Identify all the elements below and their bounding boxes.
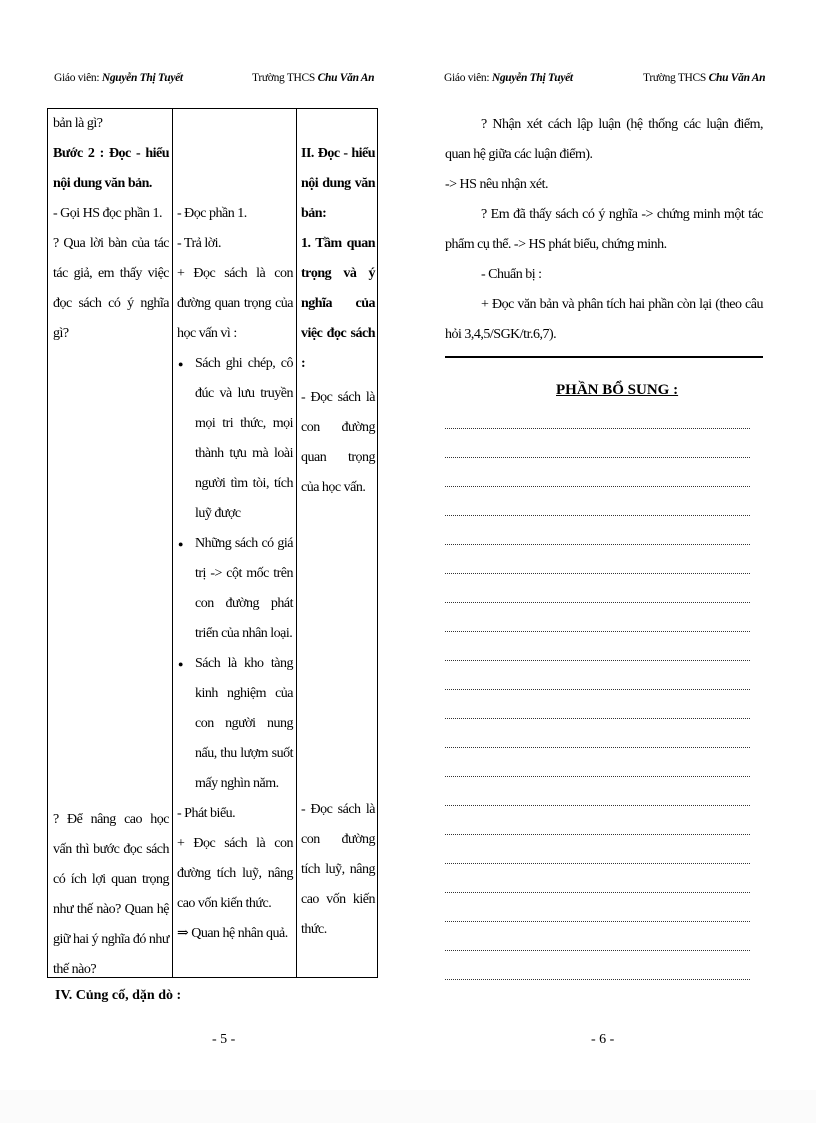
- cell-text: + Đọc sách là con đường quan trọng của học vấn vì :: [177, 266, 293, 341]
- paragraph: -> HS nêu nhận xét.: [445, 177, 548, 192]
- page-number: - 6 -: [591, 1032, 615, 1047]
- question-text: ? Qua lời bàn của tác tác giả, em thấy việc đọc sách có ý nghĩa gì?: [53, 236, 169, 341]
- content-point: - Đọc sách là con đường quan trọng của học vấn.: [301, 390, 375, 495]
- dotted-line: [445, 805, 750, 806]
- dotted-line: [445, 950, 750, 951]
- dotted-line: [445, 921, 750, 922]
- section-footer: IV. Củng cố, dặn dò :: [55, 988, 182, 1003]
- cell-text: - Đọc phần 1.: [177, 206, 247, 221]
- column-divider: [172, 109, 173, 977]
- paragraph: ? Em đã thấy sách có ý nghĩa -> chứng minh một tác phẩm cụ thể. -> HS phát biểu, chứng minh.: [445, 207, 763, 252]
- dotted-line: [445, 747, 750, 748]
- teacher-label: Giáo viên:: [54, 72, 100, 84]
- content-point: - Đọc sách là con đường tích luỹ, nâng cao vốn kiến thức.: [301, 802, 375, 937]
- paragraph: - Chuẩn bị :: [481, 267, 542, 282]
- section-heading: II. Đọc - hiểu nội dung văn bản:: [301, 146, 375, 221]
- lesson-table: [47, 108, 378, 978]
- question-text: ? Để nâng cao học vấn thì bước đọc sách có ích lợi quan trọng như thế nào? Quan hệ giữ hai ý nghĩa đó như thế nào?: [53, 812, 169, 977]
- list-item: ● Những sách có giá trị -> cột mốc trên con đường phát triển của nhân loại.: [195, 529, 293, 649]
- dotted-line: [445, 428, 750, 429]
- left-header-teacher: [54, 72, 183, 84]
- cell-text: - Trả lời.: [177, 236, 222, 251]
- cell-text: - Gọi HS đọc phần 1.: [53, 206, 162, 221]
- teacher-activity-column-lower: [53, 805, 169, 985]
- dotted-line: [445, 573, 750, 574]
- teacher-name: Nguyễn Thị Tuyết: [491, 72, 573, 84]
- dotted-line: [445, 660, 750, 661]
- right-header-teacher: [444, 72, 573, 84]
- dotted-line: [445, 544, 750, 545]
- list-item: ● Sách ghi chép, cô đúc và lưu truyền mọi tri thức, mọi thành tựu mà loài người tìm tòi, tích luỹ được: [195, 349, 293, 529]
- cell-text: bản là gì?: [53, 116, 103, 131]
- content-column: [301, 139, 375, 503]
- school-name: Chu Văn An: [317, 72, 375, 84]
- cell-text: + Đọc sách là con đường tích luỹ, nâng cao vốn kiến thức.: [177, 836, 293, 911]
- dotted-line: [445, 863, 750, 864]
- page-bottom-band: [0, 1090, 816, 1123]
- school-label: Trường THCS: [643, 72, 707, 84]
- dotted-line: [445, 776, 750, 777]
- dotted-line: [445, 979, 750, 980]
- step-heading: Bước 2 : Đọc - hiểu nội dung văn bản.: [53, 146, 169, 191]
- teacher-label: Giáo viên:: [444, 72, 490, 84]
- dotted-line: [445, 689, 750, 690]
- cell-text: - Phát biểu.: [177, 806, 236, 821]
- dotted-line: [445, 834, 750, 835]
- dotted-line: [445, 602, 750, 603]
- dotted-line: [445, 486, 750, 487]
- bullet-list: [177, 349, 293, 799]
- paragraph: + Đọc văn bản và phân tích hai phần còn lại (theo câu hỏi 3,4,5/SGK/tr.6,7).: [445, 297, 763, 342]
- right-header-school: [643, 72, 765, 84]
- content-column-lower: [301, 795, 375, 945]
- cell-text: ⇒ Quan hệ nhân quả.: [177, 926, 288, 941]
- school-name: Chu Văn An: [708, 72, 766, 84]
- teacher-activity-column: [53, 109, 169, 349]
- column-divider: [296, 109, 297, 977]
- dotted-line: [445, 457, 750, 458]
- paragraph: ? Nhận xét cách lập luận (hệ thống các luận điểm, quan hệ giữa các luận điểm).: [445, 117, 763, 162]
- supplement-title: PHẦN BỔ SUNG :: [556, 382, 679, 398]
- subsection-heading: 1. Tầm quan trọng và ý nghĩa của việc đọc sách :: [301, 236, 375, 371]
- page-number: - 5 -: [212, 1032, 236, 1047]
- dotted-line: [445, 631, 750, 632]
- school-label: Trường THCS: [252, 72, 316, 84]
- dotted-line: [445, 718, 750, 719]
- dotted-line: [445, 515, 750, 516]
- horizontal-rule: [445, 356, 763, 358]
- left-header-school: [252, 72, 374, 84]
- teacher-name: Nguyễn Thị Tuyết: [101, 72, 183, 84]
- student-activity-column: [177, 199, 293, 949]
- list-item: ● Sách là kho tàng kinh nghiệm của con người nung nấu, thu lượm suốt mấy nghìn năm.: [195, 649, 293, 799]
- dotted-line: [445, 892, 750, 893]
